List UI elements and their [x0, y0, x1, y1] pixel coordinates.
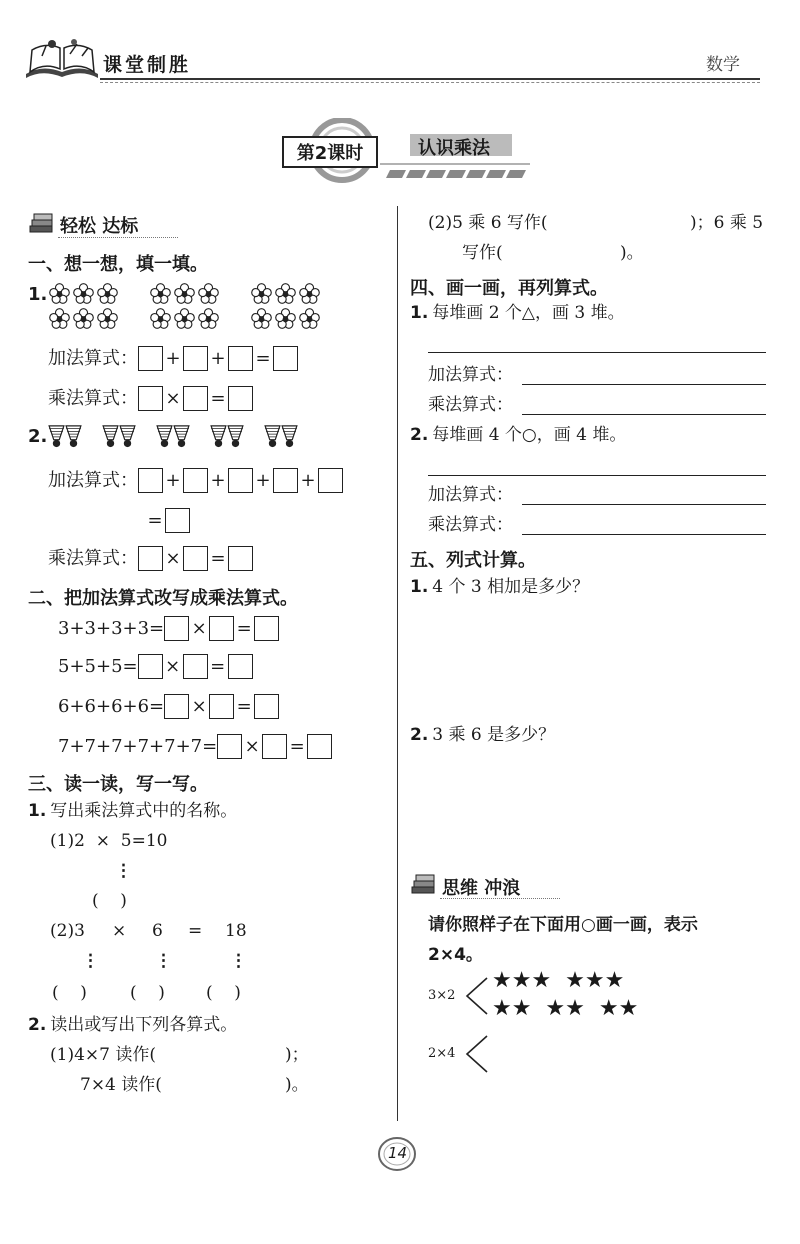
part4-heading: 四、画一画，再列算式。 [410, 278, 608, 299]
p4-q2-number: 2. [410, 425, 429, 445]
section-underline [58, 237, 178, 238]
answer-box[interactable] [228, 386, 253, 411]
p3-q1-number: 1. [28, 801, 47, 821]
times-sign: × [244, 736, 260, 757]
equals-sign: = [210, 388, 226, 409]
flower-icon [197, 282, 220, 306]
flower-icon [250, 307, 273, 331]
answer-box[interactable] [318, 468, 343, 493]
flower-icon [48, 282, 71, 306]
header-logo [22, 36, 102, 80]
answer-box[interactable] [138, 468, 163, 493]
add-label: 加法算式： [428, 365, 513, 385]
q1-mul-row [48, 386, 253, 411]
mul-label: 乘法算式： [48, 387, 138, 409]
answer-box[interactable] [228, 654, 253, 679]
q2-add-row [48, 468, 343, 493]
equals-sign: = [147, 510, 163, 531]
equals-sign: = [236, 618, 252, 639]
expr-row [58, 694, 279, 719]
flower-group [250, 282, 321, 331]
p4-q2 [410, 424, 626, 446]
answer-box[interactable] [209, 616, 234, 641]
answer-box[interactable] [164, 694, 189, 719]
flower-icon [173, 282, 196, 306]
right-top-d: )。 [620, 243, 644, 263]
times-sign: × [165, 548, 181, 569]
flower-icon [149, 307, 172, 331]
p5-q2-text: 3 乘 6 是多少？ [432, 725, 556, 745]
shuttlecock-group [210, 424, 244, 452]
think-line-2: 2×4。 [428, 945, 483, 965]
answer-box[interactable] [138, 346, 163, 371]
flower-group [149, 282, 220, 331]
answer-box[interactable] [262, 734, 287, 759]
expr-text: 3+3+3+3= [58, 617, 165, 639]
answer-box[interactable] [183, 654, 208, 679]
p5-q1-number: 1. [410, 577, 429, 597]
plus-sign: + [210, 348, 226, 369]
shuttlecock-icon [264, 424, 281, 452]
read-2-a: 7×4 读作( [80, 1075, 162, 1095]
question-label: 2×4 [428, 1046, 456, 1061]
answer-box[interactable] [138, 546, 163, 571]
shuttlecock-group [48, 424, 82, 452]
answer-box[interactable] [228, 546, 253, 571]
shuttlecock-icon [210, 424, 227, 452]
equals-sign: = [210, 656, 226, 677]
plus-sign: + [300, 470, 316, 491]
star-row: ★★ ★★ ★★ [492, 996, 639, 1021]
read-2-b: )。 [285, 1075, 309, 1095]
header-rule-dash [100, 82, 760, 83]
answer-box[interactable] [254, 694, 279, 719]
shuttlecock-group [102, 424, 136, 452]
equals-sign: = [289, 736, 305, 757]
expr-row [58, 734, 332, 759]
p4-q1 [410, 302, 625, 324]
answer-paren[interactable]: ( ) [92, 891, 127, 911]
q1-number: 1. [28, 284, 48, 305]
mul-label: 乘法算式： [428, 515, 513, 535]
shuttlecock-icon [156, 424, 173, 452]
flower-groups [48, 282, 321, 331]
p3-q1-text: 写出乘法算式中的名称。 [50, 801, 238, 821]
p3-q2-number: 2. [28, 1015, 47, 1035]
flower-icon [96, 282, 119, 306]
plus-sign: + [210, 470, 226, 491]
answer-box[interactable] [273, 346, 298, 371]
p4-q2-text: 每堆画 4 个○，画 4 堆。 [432, 425, 627, 445]
flower-icon [274, 307, 297, 331]
ex2-part: 6 [152, 921, 163, 941]
answer-box[interactable] [183, 546, 208, 571]
read-1-b: )； [285, 1045, 309, 1065]
flower-icon [298, 307, 321, 331]
header-rule [100, 78, 760, 80]
times-sign: × [191, 696, 207, 717]
answer-box[interactable] [254, 616, 279, 641]
shuttlecock-icon [65, 424, 82, 452]
add-label: 加法算式： [428, 485, 513, 505]
shuttlecock-icon [173, 424, 190, 452]
q2-number: 2. [28, 426, 48, 447]
plus-sign: + [255, 470, 271, 491]
p5-q1 [410, 576, 589, 598]
example-brace [465, 976, 489, 1020]
flower-icon [274, 282, 297, 306]
shuttlecock-icon [281, 424, 298, 452]
plus-sign: + [165, 348, 181, 369]
answer-box[interactable] [165, 508, 190, 533]
shuttlecock-icon [227, 424, 244, 452]
lesson-title: 认识乘法 [418, 138, 490, 159]
p5-q2-number: 2. [410, 725, 429, 745]
mul-label: 乘法算式： [48, 547, 138, 569]
q2-add-row-cont [145, 508, 190, 533]
flower-icon [250, 282, 273, 306]
flower-icon [298, 282, 321, 306]
answer-line[interactable] [522, 414, 766, 415]
answer-box[interactable] [164, 616, 189, 641]
dots: ⋮ [230, 951, 247, 971]
flower-icon [197, 307, 220, 331]
ex2-part: × [112, 921, 127, 941]
dots: ⋮ [115, 861, 132, 881]
example-label: 3×2 [428, 988, 456, 1003]
part1-heading: 一、想一想，填一填。 [28, 254, 208, 275]
shuttlecock-group [264, 424, 298, 452]
answer-box[interactable] [183, 386, 208, 411]
star-row: ★★★ ★★★ [492, 968, 625, 993]
add-label: 加法算式： [48, 469, 138, 491]
right-top-b: )；6 乘 5 [690, 213, 764, 233]
mul-label: 乘法算式： [428, 395, 513, 415]
ex2-part: (2)3 [50, 921, 85, 941]
part3-heading: 三、读一读，写一写。 [28, 774, 208, 795]
answer-box[interactable] [228, 468, 253, 493]
answer-paren[interactable]: ( ) [206, 983, 241, 1003]
p3-q2 [28, 1014, 237, 1036]
times-sign: × [191, 618, 207, 639]
q2-mul-row [48, 546, 253, 571]
header-subject: 数学 [706, 55, 740, 75]
answer-box[interactable] [217, 734, 242, 759]
answer-box[interactable] [183, 468, 208, 493]
p3-q2-text: 读出或写出下列各算式。 [50, 1015, 238, 1035]
dots: ⋮ [155, 951, 172, 971]
flower-group [48, 282, 119, 331]
flower-icon [48, 307, 71, 331]
expr-text: 6+6+6+6= [58, 695, 165, 717]
shuttlecock-icon [102, 424, 119, 452]
lesson-badge-text: 第2课时 [296, 143, 364, 164]
flower-icon [149, 282, 172, 306]
header-title: 课堂制胜 [103, 54, 192, 76]
add-label: 加法算式： [48, 347, 138, 369]
answer-paren[interactable]: ( ) [52, 983, 87, 1003]
q1-add-row [48, 346, 298, 371]
equals-sign: = [210, 548, 226, 569]
expr-row [58, 654, 253, 679]
draw-line[interactable] [428, 352, 766, 353]
right-top-a: (2)5 乘 6 写作( [428, 213, 548, 233]
shuttlecock-group [156, 424, 190, 452]
example-1: (1)2 × 5=10 [50, 831, 168, 851]
equals-sign: = [236, 696, 252, 717]
flower-icon [72, 307, 95, 331]
ex2-part: 18 [225, 921, 247, 941]
p5-q1-text: 4 个 3 相加是多少？ [432, 577, 590, 597]
flower-icon [173, 307, 196, 331]
answer-line[interactable] [522, 384, 766, 385]
shuttlecock-groups [48, 424, 298, 452]
books-icon [410, 873, 438, 897]
page-number: 14 [388, 1144, 408, 1162]
column-divider [397, 206, 398, 1121]
times-sign: × [165, 656, 181, 677]
p4-q1-number: 1. [410, 303, 429, 323]
section-title-easy: 轻松 达标 [60, 216, 139, 237]
expr-text: 7+7+7+7+7+7= [58, 735, 218, 757]
equals-sign: = [255, 348, 271, 369]
section-title-think: 思维 冲浪 [442, 878, 521, 899]
answer-box[interactable] [273, 468, 298, 493]
answer-paren[interactable]: ( ) [130, 983, 165, 1003]
dots: ⋮ [82, 951, 99, 971]
right-top-c: 写作( [462, 243, 503, 263]
p5-q2 [410, 724, 555, 746]
shuttlecock-icon [48, 424, 65, 452]
expr-text: 5+5+5= [58, 655, 138, 677]
shuttlecock-icon [119, 424, 136, 452]
plus-sign: + [165, 470, 181, 491]
expr-row [58, 616, 279, 641]
answer-box[interactable] [138, 654, 163, 679]
flower-icon [96, 307, 119, 331]
flower-icon [72, 282, 95, 306]
answer-box[interactable] [183, 346, 208, 371]
p3-q1 [28, 800, 237, 822]
section-underline [440, 898, 560, 899]
think-line-1: 请你照样子在下面用○画一画，表示 [428, 915, 698, 935]
answer-line[interactable] [522, 534, 766, 535]
answer-box[interactable] [307, 734, 332, 759]
part5-heading: 五、列式计算。 [410, 550, 536, 571]
read-1-a: (1)4×7 读作( [50, 1045, 156, 1065]
ex2-part: = [188, 921, 203, 941]
question-brace [465, 1034, 489, 1078]
answer-box[interactable] [228, 346, 253, 371]
books-icon [28, 212, 56, 236]
draw-line[interactable] [428, 475, 766, 476]
lesson-badge [282, 136, 378, 168]
times-sign: × [165, 388, 181, 409]
answer-line[interactable] [522, 504, 766, 505]
p4-q1-text: 每堆画 2 个△，画 3 堆。 [432, 303, 625, 323]
answer-box[interactable] [138, 386, 163, 411]
answer-box[interactable] [209, 694, 234, 719]
part2-heading: 二、把加法算式改写成乘法算式。 [28, 588, 298, 609]
